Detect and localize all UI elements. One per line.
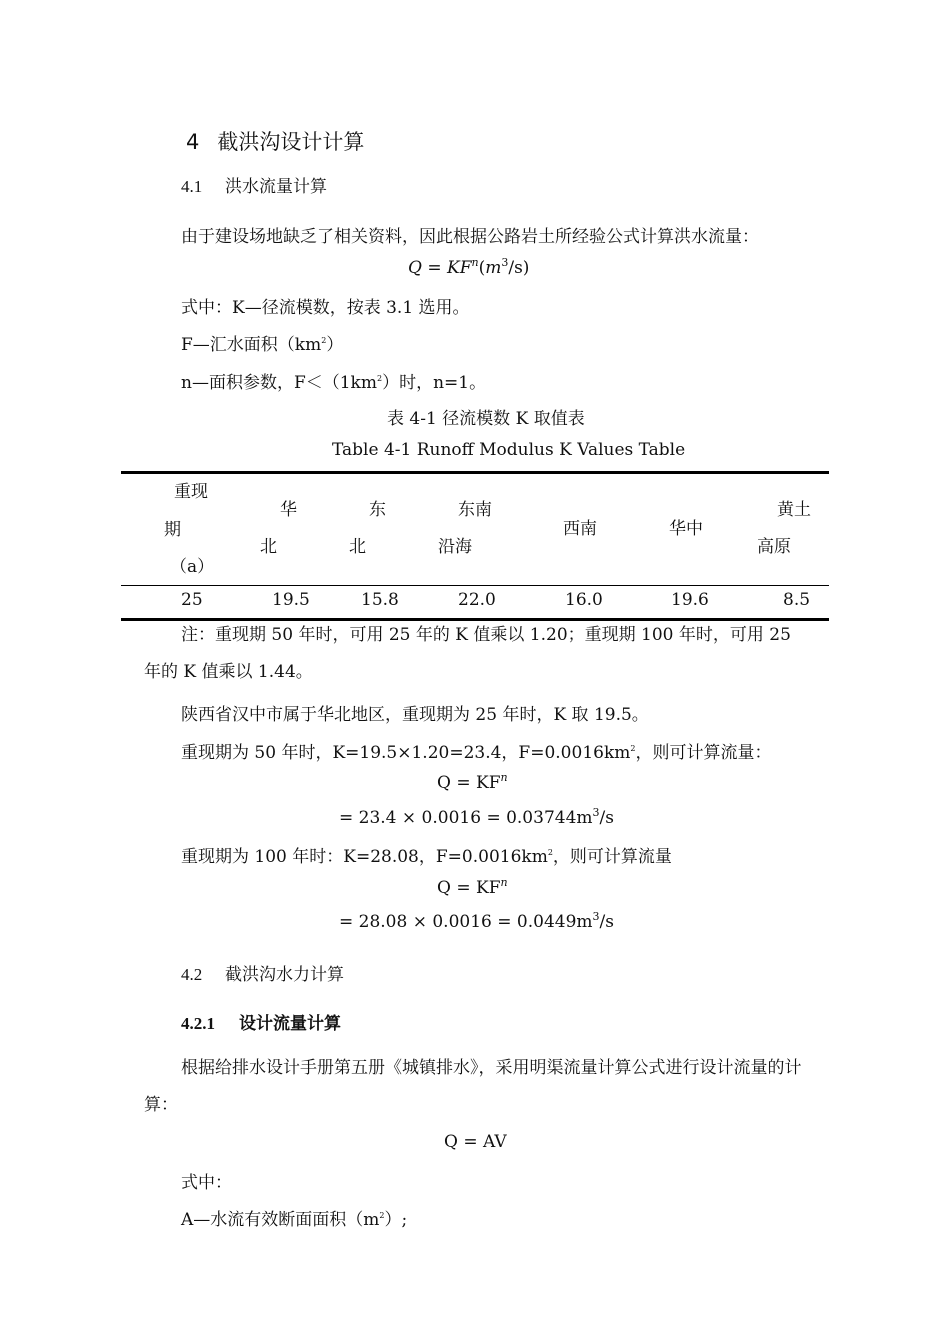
header-north-china-l1: 华: [280, 500, 297, 520]
runoff-formula: $Q = KF^n(m^3/s)$: [408, 256, 530, 278]
formula-100-line1: $Q = KF^n$: [437, 876, 508, 898]
section-number: 4: [186, 130, 200, 154]
subsection-title: 设计流量计算: [239, 1014, 341, 1034]
formula-50-line2: = $23.4 \times 0.0016 = 0.03744m^3/s$: [339, 806, 614, 828]
section-title: 截洪沟设计计算: [217, 130, 365, 154]
header-northeast-l2: 北: [349, 537, 366, 557]
header-return-period-l2: 期: [164, 520, 181, 540]
table-caption-cn: 表 4-1 径流模数 K 取值表: [387, 409, 585, 429]
table-cell-central-china: 19.6: [671, 590, 709, 610]
header-southeast-coast-l1: 东南: [458, 500, 492, 520]
period-50-paragraph: 重现期为 50 年时，K=19.5×1.20=23.4，$F=0.0016km^2$，则可计算流量：: [181, 743, 772, 763]
header-central-china: 华中: [669, 519, 703, 539]
subsection-4-1-heading: [181, 172, 327, 197]
header-return-period-l1: 重现: [174, 482, 208, 502]
header-northeast-l1: 东: [369, 500, 386, 520]
table-cell-southwest: 16.0: [565, 590, 603, 610]
subsection-4-2-1-heading: [181, 1009, 341, 1034]
header-loess-plateau-l2: 高原: [757, 537, 791, 557]
table-cell-southeast-coast: 22.0: [458, 590, 496, 610]
table-cell-return-period: 25: [181, 590, 203, 610]
table-header-rule: [121, 585, 829, 586]
subsection-number: 4.2.1: [181, 1014, 215, 1033]
manual-paragraph: 根据给排水设计手册第五册《城镇排水》，采用明渠流量计算公式进行设计流量的计算：: [144, 1058, 802, 1115]
table-cell-north-china: 19.5: [272, 590, 310, 610]
a-definition: A—水流有效断面面积$(m^2)$;: [181, 1210, 408, 1230]
subsection-title: 洪水流量计算: [225, 177, 327, 197]
section-heading: [186, 126, 364, 156]
period-100-paragraph: 重现期为 100 年时：K=28.08，$F=0.0016km^2$，则可计算流量: [181, 847, 672, 867]
subsection-title: 截洪沟水力计算: [225, 965, 344, 985]
subsection-4-2-heading: [181, 960, 344, 985]
qav-formula: Q = AV: [444, 1132, 507, 1152]
header-southwest: 西南: [563, 519, 597, 539]
f-definition: F—汇水面积$(km^2)$: [181, 335, 344, 355]
table-caption-en: Table 4-1 Runoff Modulus K Values Table: [332, 440, 686, 460]
formula-50-line1: $Q = KF^n$: [437, 771, 508, 793]
table-note: 注：重现期 50 年时，可用 25 年的 K 值乘以 1.20；重现期 100 年时，可用 25 年的 K 值乘以 1.44。: [144, 625, 791, 682]
header-north-china-l2: 北: [260, 537, 277, 557]
table-top-rule: [121, 471, 829, 474]
formula-100-line2: = $28.08 \times 0.0016 = 0.0449m^3/s$: [339, 910, 614, 932]
header-loess-plateau-l1: 黄土: [777, 500, 811, 520]
runoff-modulus-table: [121, 471, 829, 620]
table-cell-loess-plateau: 8.5: [783, 590, 811, 610]
where-label: 式中：: [181, 1173, 232, 1193]
where-k-definition: 式中：K—径流模数，按表 3.1 选用。: [181, 298, 470, 318]
header-return-period-l3: （a）: [170, 557, 215, 577]
subsection-number: 4.1: [181, 177, 203, 196]
shaanxi-paragraph: 陕西省汉中市属于华北地区，重现期为 25 年时，K 取 19.5。: [181, 705, 649, 725]
n-definition: n—面积参数，$F<(1km^2)$时，n=1。: [181, 373, 487, 393]
table-cell-northeast: 15.8: [361, 590, 399, 610]
subsection-number: 4.2: [181, 965, 203, 984]
header-southeast-coast-l2: 沿海: [438, 537, 472, 557]
intro-paragraph: 由于建设场地缺乏了相关资料，因此根据公路岩土所经验公式计算洪水流量：: [181, 227, 759, 247]
